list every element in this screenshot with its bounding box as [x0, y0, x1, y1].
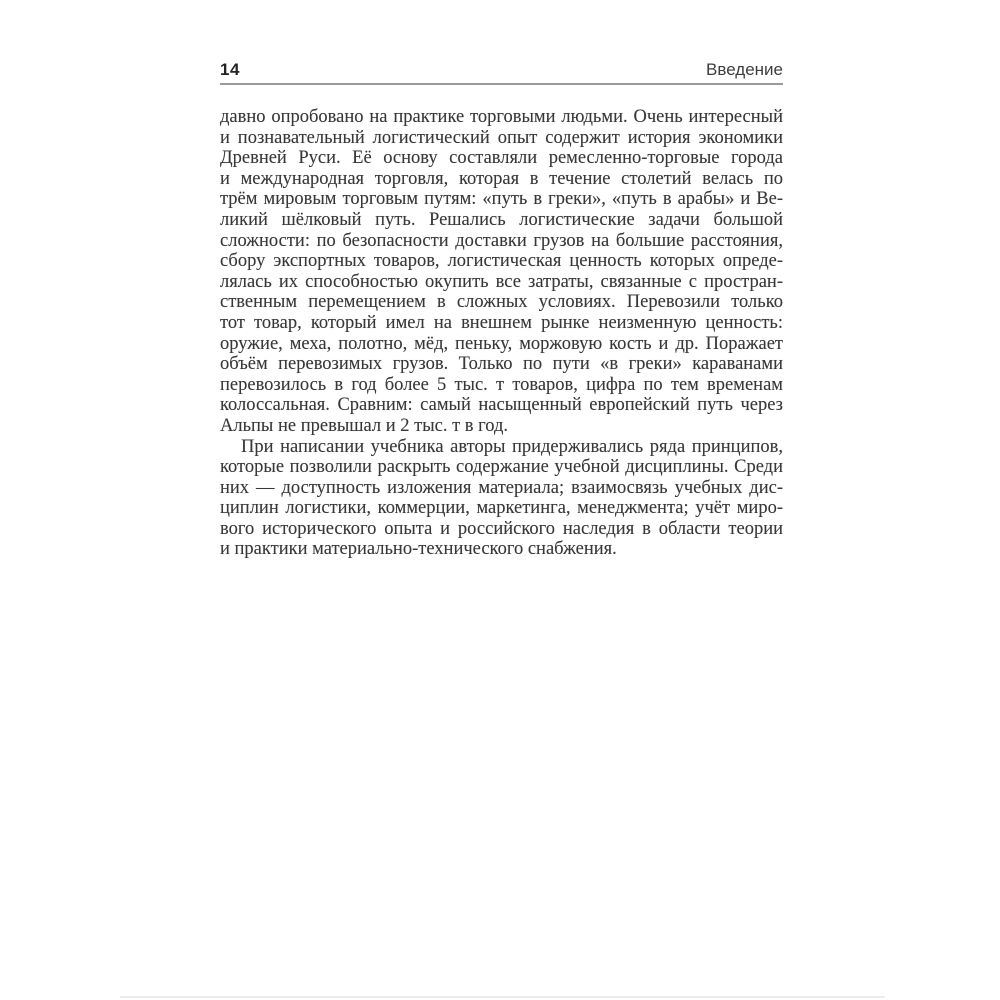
text-line: которые позволили раскрыть содержание учебной дисциплины. Среди: [220, 457, 783, 478]
text-line: объём перевозимых грузов. Только по пути «в греки» караванами: [220, 354, 783, 375]
running-title: Введение: [706, 60, 783, 79]
text-line: оружие, меха, полотно, мёд, пеньку, моржовую кость и др. Поражает: [220, 333, 783, 354]
text-line: давно опробовано на практике торговыми людьми. Очень интересный: [220, 107, 783, 127]
text-line: циплин логистики, коммерции, маркетинга, менеджмента; учёт миро-: [220, 498, 783, 519]
page-number: 14: [220, 60, 240, 79]
body-text: [220, 107, 783, 560]
text-line: сбору экспортных товаров, логистическая ценность которых опреде-: [220, 251, 783, 272]
text-line: ственным перемещением в сложных условиях. Перевозили только: [220, 292, 783, 313]
text-line: Древней Руси. Её основу составляли ремесленно-торговые города: [220, 148, 783, 169]
text-line: сложности: по безопасности доставки грузов на большие расстояния,: [220, 230, 783, 251]
text-line: них — доступность изложения материала; взаимосвязь учебных дис-: [220, 477, 783, 498]
page-header: [220, 60, 783, 85]
text-line: вого исторического опыта и российского наследия в области теории: [220, 518, 783, 539]
text-line: При написании учебника авторы придерживались ряда принципов,: [241, 436, 783, 457]
text-line: и познавательный логистический опыт содержит история экономики: [220, 127, 783, 148]
text-line: и практики материально-технического снабжения.: [220, 539, 617, 560]
text-line: лялась их способностью окупить все затраты, связанные с простран-: [220, 271, 783, 292]
text-line: ликий шёлковый путь. Решались логистические задачи большой: [220, 209, 783, 230]
text-line: перевозилось в год более 5 тыс. т товаров, цифра по тем временам: [220, 374, 783, 395]
text-line: и международная торговля, которая в течение столетий велась по: [220, 168, 783, 189]
text-line: Альпы не превышал и 2 тыс. т в год.: [220, 415, 509, 436]
text-line: колоссальная. Сравним: самый насыщенный европейский путь через: [220, 395, 783, 416]
text-line: трём мировым торговым путям: «путь в греки», «путь в арабы» и Ве-: [220, 189, 783, 210]
page-bottom-edge: [120, 996, 885, 998]
text-line: тот товар, который имел на внешнем рынке неизменную ценность:: [220, 312, 783, 333]
